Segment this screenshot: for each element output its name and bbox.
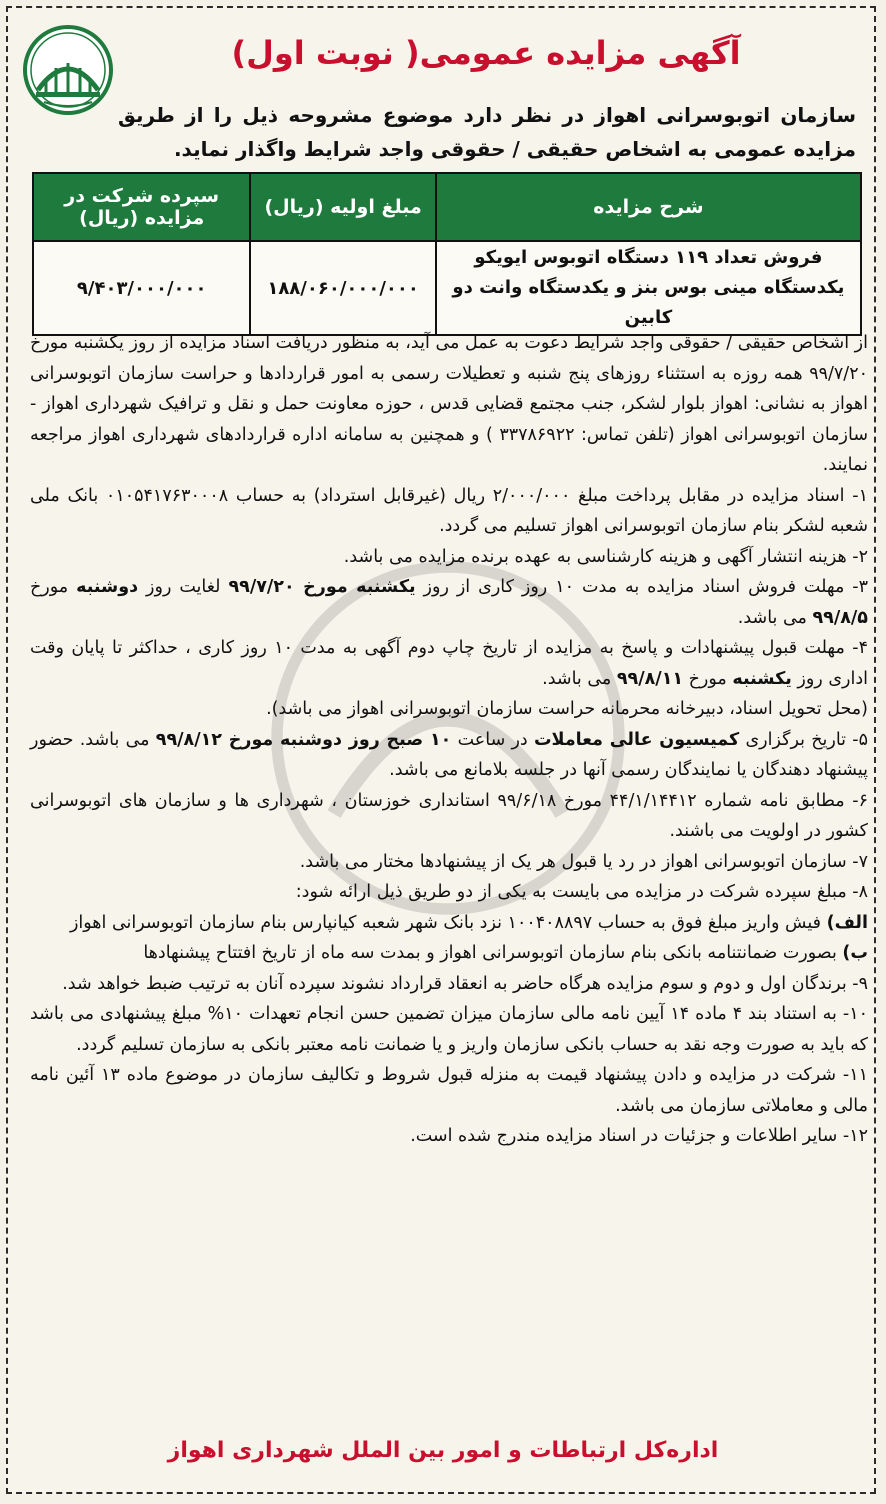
clause-4-text-e: می باشد. <box>542 668 617 689</box>
clause-3-text-c: لغایت روز <box>138 577 229 597</box>
clause-4-day: یکشنبه <box>732 668 792 689</box>
header-description: شرح مزایده <box>436 173 861 241</box>
clause-3 <box>30 572 868 633</box>
clause-3-end-date: ۹۹/۸/۵ <box>812 607 868 628</box>
option-a-text: فیش واریز مبلغ فوق به حساب ۱۰۰۴۰۸۸۹۷ نزد بانک شهر شعبه کیانپارس بنام سازمان اتوبوسرانی اهواز <box>69 912 827 933</box>
clause-5-text-e: می باشد. حضور پیشنهاد دهندگان یا نمایندگان رسمی آنها در جلسه بلامانع می باشد. <box>30 729 868 780</box>
notice-title: آگهی مزایده عمومی( نوبت اول) <box>231 34 741 72</box>
option-a-label: الف) <box>826 912 868 933</box>
clause-8-option-a <box>30 908 868 939</box>
header-base-price: مبلغ اولیه (ریال) <box>250 173 435 241</box>
clause-4-date: ۹۹/۸/۱۱ <box>616 668 684 689</box>
clause-9: ۹- برندگان اول و دوم و سوم مزایده هرگاه حاضر به انعقاد قرارداد نشوند سپرده آنان به ترتیب ضبط خواهد شد. <box>62 973 868 994</box>
clause-8-option-b <box>30 938 868 969</box>
cell-deposit: ۹/۴۰۳/۰۰۰/۰۰۰ <box>33 241 250 335</box>
table-row <box>33 241 861 335</box>
clause-5-text-a: ۵- تاریخ برگزاری <box>739 729 869 750</box>
clause-4 <box>30 633 868 694</box>
clause-1: ۱- اسناد مزایده در مقابل پرداخت مبلغ ۲/۰۰۰/۰۰۰ ریال (غیرقابل استرداد) به حساب ۰۱۰۵۴۱۷۶۳۰۰۰۸ بانک ملی شعبه لشکر بنام سازمان اتوبوسرانی اهواز تسلیم می گردد. <box>30 485 868 536</box>
body-paragraph-intro: از اشخاص حقیقی / حقوقی واجد شرایط دعوت به عمل می آید، به منظور دریافت اسناد مزایده از روز یکشنبه مورخ ۹۹/۷/۲۰ همه روزه به استثناء روزهای پنج شنبه و تعطیلات رسمی به امور قراردادها و حراست سازمان اتوبوسرانی اهواز به نشانی: اهواز بلوار لشکر، جنب مجتمع قضایی قدس ، حوزه معاونت حمل و نقل و ترافیک شهرداری اهواز - سازمان اتوبوسرانی اهواز (تلفن تماس: ۳۳۷۸۶۹۲۲ ) و همچنین به سامانه اداره قراردادهای شهرداری اهواز مراجعه نمایند. <box>30 333 869 475</box>
option-b-text: بصورت ضمانتنامه بانکی بنام سازمان اتوبوسرانی اهواز و بمدت سه ماه از تاریخ افتتاح پیشنهادها <box>143 943 843 963</box>
clause-5-commission: کمیسیون عالی معاملات <box>533 729 740 750</box>
clause-3-start-date: یکشنبه مورخ ۹۹/۷/۲۰ <box>228 577 416 597</box>
notice-intro: سازمان اتوبوسرانی اهواز در نظر دارد موضوع مشروحه ذیل را از طریق مزایده عمومی به اشخاص حقیقی / حقوقی واجد شرایط واگذار نماید. <box>118 103 856 161</box>
clause-12: ۱۲- سایر اطلاعات و جزئیات در اسناد مزایده مندرج شده است. <box>410 1126 868 1146</box>
clause-10: ۱۰- به استناد بند ۴ ماده ۱۴ آیین نامه مالی سازمان میزان تضمین حسن انجام تعهدات ۱۰% مبلغ پیشنهادی می باشد که باید به صورت وجه نقد به حساب بانکی سازمان واریز و یا ضمانت نامه معتبر بانکی به سازمان تسلیم گردد. <box>30 1004 869 1055</box>
clause-4-text-a: ۴- مهلت قبول پیشنهادات و پاسخ به مزایده از تاریخ چاپ دوم آگهی به مدت ۱۰ روز کاری ، حداکثر تا پایان وقت اداری روز <box>30 638 868 689</box>
notice-footer: اداره‌کل ارتباطات و امور بین الملل شهرداری اهواز <box>167 1438 719 1463</box>
clause-4-text-c: مورخ <box>683 668 733 689</box>
option-b-label: ب) <box>842 943 868 963</box>
clause-3-text-a: ۳- مهلت فروش اسناد مزایده به مدت ۱۰ روز کاری از روز <box>415 577 868 597</box>
clause-3-text-g: می باشد. <box>737 607 813 628</box>
clause-3-text-e: مورخ <box>30 577 77 597</box>
description-line-2: یکدستگاه مینی بوس بنز و یکدستگاه وانت دو کابین <box>452 277 845 328</box>
clause-4-note: (محل تحویل اسناد، دبیرخانه محرمانه حراست سازمان اتوبوسرانی اهواز می باشد). <box>266 699 868 719</box>
clause-5 <box>30 725 868 786</box>
cell-base-price: ۱۸۸/۰۶۰/۰۰۰/۰۰۰ <box>250 241 435 335</box>
clause-8: ۸- مبلغ سپرده شرکت در مزایده می بایست به یکی از دو طریق ذیل ارائه شود: <box>295 882 868 902</box>
auction-table <box>32 172 862 336</box>
clause-3-end-day: دوشنبه <box>76 577 139 597</box>
table-header-row <box>33 173 861 241</box>
notice-body <box>30 328 868 1152</box>
header-deposit: سپرده شرکت در مزایده (ریال) <box>33 173 250 241</box>
ahvaz-municipality-logo-icon <box>22 24 114 116</box>
clause-7: ۷- سازمان اتوبوسرانی اهواز در رد یا قبول هر یک از پیشنهادها مختار می باشد. <box>299 851 868 872</box>
clause-11: ۱۱- شرکت در مزایده و دادن پیشنهاد قیمت به منزله قبول شروط و تکالیف سازمان در موضوع ماده ۱۳ آئین نامه مالی و معاملاتی سازمان می باشد. <box>30 1065 869 1116</box>
clause-5-datetime: ۱۰ صبح روز دوشنبه مورخ ۹۹/۸/۱۲ <box>155 729 452 750</box>
clause-2: ۲- هزینه انتشار آگهی و هزینه کارشناسی به عهده برنده مزایده می باشد. <box>343 546 868 567</box>
cell-description <box>436 241 861 335</box>
description-line-1: فروش تعداد ۱۱۹ دستگاه اتوبوس ایویکو <box>474 247 823 268</box>
clause-5-text-c: در ساعت <box>451 729 534 750</box>
clause-6: ۶- مطابق نامه شماره ۴۴/۱/۱۴۴۱۲ مورخ ۹۹/۶/۱۸ استانداری خوزستان ، شهرداری ها و سازمان های اتوبوسرانی کشور در اولویت می باشند. <box>30 790 868 841</box>
